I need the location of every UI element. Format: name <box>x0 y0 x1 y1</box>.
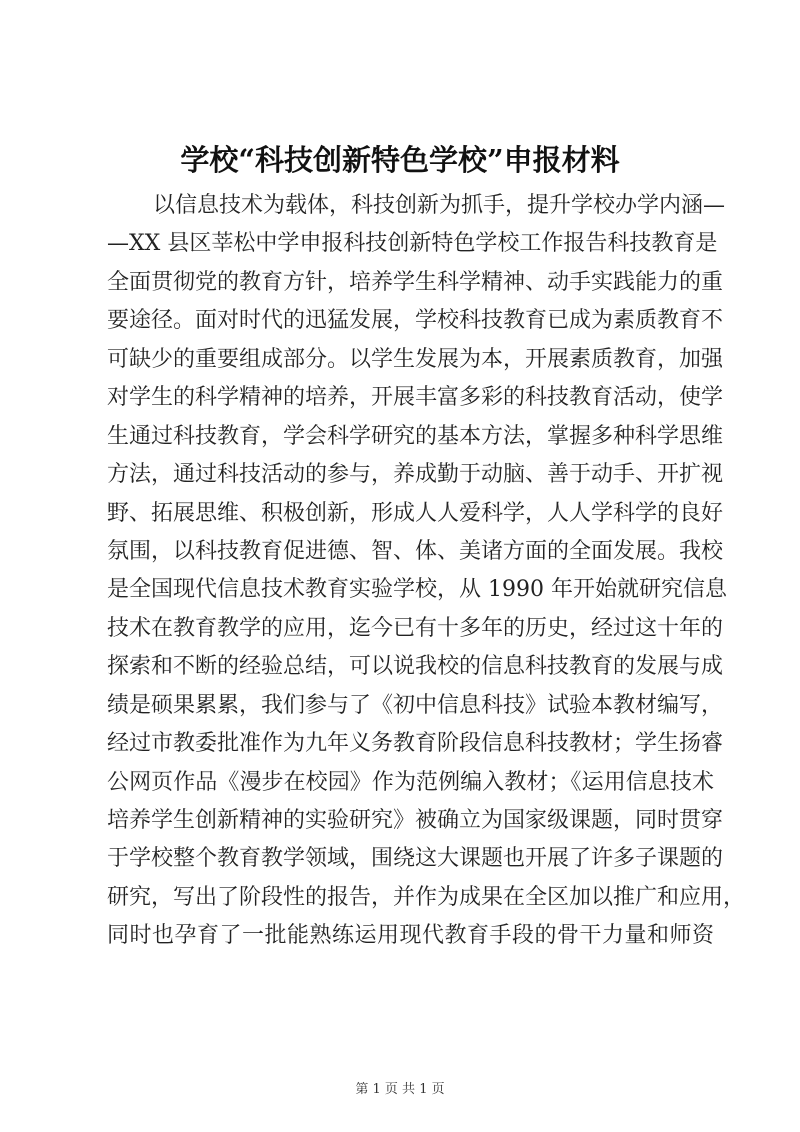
paragraph-line: 经过市教委批准作为九年义务教育阶段信息科技教材；学生扬睿 <box>107 731 724 757</box>
paragraph-line: 同时也孕育了一批能熟练运用现代教育手段的骨干力量和师资 <box>107 923 714 949</box>
page-footer: 第 1 页 共 1 页 <box>355 1082 445 1097</box>
paragraph-line: 以信息技术为载体，科技创新为抓手，提升学校办学内涵— <box>153 193 726 218</box>
paragraph-line: 野、拓展思维、积极创新，形成人人爱科学，人人学科学的良好 <box>107 500 724 526</box>
paragraph-line: 生通过科技教育，学会科学研究的基本方法，掌握多种科学思维 <box>107 423 724 449</box>
paragraph-line: 研究，写出了阶段性的报告，并作为成果在全区加以推广和应用， <box>107 884 746 910</box>
paragraph-line: 公网页作品《漫步在校园》作为范例编入教材；《运用信息技术 <box>107 769 714 795</box>
paragraph-line: 方法，通过科技活动的参与，养成勤于动脑、善于动手、开扩视 <box>107 462 724 488</box>
paragraph-line: 要途径。面对时代的迅猛发展，学校科技教育已成为素质教育不 <box>107 308 724 334</box>
paragraph-line: 于学校整个教育教学领域，围绕这大课题也开展了许多子课题的 <box>107 846 724 872</box>
paragraph-line: —XX 县区莘松中学申报科技创新特色学校工作报告科技教育是 <box>107 231 718 257</box>
paragraph-line: 是全国现代信息技术教育实验学校，从 1990 年开始就研究信息 <box>107 577 727 603</box>
paragraph-line: 探索和不断的经验总结，可以说我校的信息科技教育的发展与成 <box>107 654 724 680</box>
paragraph-line: 绩是硕果累累，我们参与了《初中信息科技》试验本教材编写， <box>107 692 724 718</box>
paragraph-line: 全面贯彻党的教育方针，培养学生科学精神、动手实践能力的重 <box>107 269 724 295</box>
paragraph-line: 培养学生创新精神的实验研究》被确立为国家级课题，同时贯穿 <box>107 808 724 833</box>
document-title: 学校“科技创新特色学校”申报材料 <box>180 143 620 177</box>
document-body <box>107 187 746 956</box>
paragraph-line: 技术在教育教学的应用，迄今已有十多年的历史，经过这十年的 <box>107 615 724 641</box>
paragraph-line: 可缺少的重要组成部分。以学生发展为本，开展素质教育，加强 <box>107 346 724 372</box>
paragraph-line: 对学生的科学精神的培养，开展丰富多彩的科技教育活动，使学 <box>107 385 724 411</box>
paragraph-line: 氛围，以科技教育促进德、智、体、美诸方面的全面发展。我校 <box>107 538 724 564</box>
